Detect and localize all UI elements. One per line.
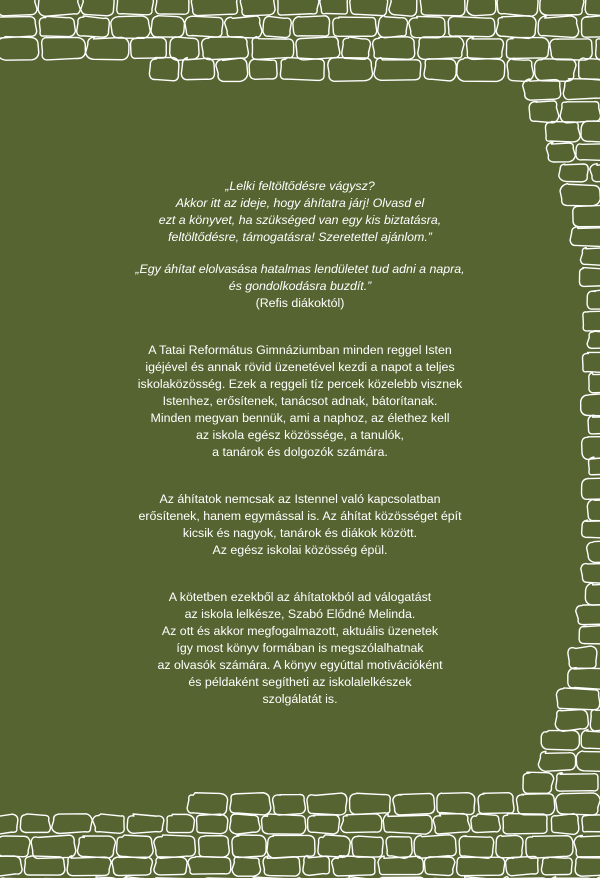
paragraph-line: A kötetben ezekből az áhítatokból ad válogatást (168, 590, 432, 604)
cobblestone (437, 793, 475, 815)
cobblestone (523, 79, 561, 100)
cobblestone (538, 751, 575, 771)
cobblestone (202, 37, 249, 60)
cobblestone (457, 857, 505, 876)
cobblestone (568, 668, 600, 690)
paragraph-line: Az áhítatok nemcsak az Istennel való kapcsolatban (159, 492, 441, 506)
cobblestone (131, 38, 167, 59)
cobblestone (31, 835, 76, 858)
paragraph-line: a tanárok és dolgozók számára. (212, 445, 388, 459)
cobblestone (0, 17, 37, 39)
cobblestone (587, 541, 600, 563)
cobblestone (352, 836, 384, 857)
paragraph-line: szolgálatát is. (262, 692, 338, 706)
cobblestone (320, 0, 348, 14)
cobblestone (590, 163, 600, 182)
cobblestone (550, 39, 592, 60)
cobblestone (575, 857, 600, 877)
cobblestone (341, 814, 382, 833)
cobblestone (154, 857, 187, 875)
cobblestone (588, 415, 600, 434)
cobblestone (560, 184, 600, 206)
cobblestone (350, 0, 388, 16)
paragraph-line: iskolaközösség. Ezek a reggeli tíz percek közelebb visznek (137, 377, 463, 391)
cobblestone (581, 121, 600, 142)
paragraph-line: Istenhez, erősítenek, tanácsot adnak, bátorítanak. (162, 394, 438, 408)
cobblestone (216, 58, 248, 81)
cobblestone (559, 164, 589, 182)
cobblestone (555, 710, 588, 732)
paragraph-line: A Tatai Református Gimnáziumban minden reggel Isten (148, 343, 452, 357)
cobblestone (0, 0, 37, 16)
cobblestone (116, 835, 153, 858)
cobblestone (582, 16, 600, 37)
cobblestone (526, 836, 573, 859)
cobblestone (230, 793, 271, 815)
cobblestone (386, 837, 412, 859)
cobblestone (579, 268, 600, 287)
paragraph-line: kicsik és nagyok, tanárok és diákok között. (182, 526, 418, 540)
cobblestone (503, 814, 547, 834)
cobblestone (378, 856, 423, 875)
cobblestone (457, 58, 505, 82)
cobblestone (308, 815, 340, 834)
cobblestone (560, 102, 600, 123)
cobblestone (187, 793, 228, 816)
cobblestone (574, 835, 600, 858)
cobblestone (263, 856, 300, 876)
cobblestone (579, 625, 600, 643)
cobblestone (393, 793, 435, 815)
cobblestone (471, 814, 501, 833)
cobblestone (273, 795, 306, 816)
cobblestone (535, 59, 577, 82)
cobblestone (112, 857, 153, 876)
cobblestone (93, 814, 125, 833)
cobblestone (556, 793, 600, 815)
cobblestone (506, 38, 549, 59)
cobblestone (538, 16, 579, 38)
cobblestone (420, 0, 465, 16)
paragraph-line: Az egész iskolai közösség épül. (212, 543, 388, 557)
paragraph-1 (100, 342, 500, 461)
cobblestone (448, 16, 495, 36)
paragraph-line: az iskola egész közössége, a tanulók, (195, 428, 404, 442)
paragraph-line: az iskola lelkésze, Szabó Elődné Melinda. (184, 607, 416, 621)
cobblestone (263, 16, 291, 37)
cobblestone (42, 37, 86, 60)
quote-1-line: feltöltődésre, támogatásra! Szeretettel ajánlom.” (168, 230, 432, 244)
paragraph-line: erősítenek, hanem egymással is. Az áhítat közösséget épít (138, 509, 462, 523)
cobblestone (81, 0, 114, 16)
cobblestone (117, 0, 154, 15)
cobblestone (496, 16, 536, 39)
cobblestone (67, 856, 111, 876)
cobblestone (583, 311, 600, 333)
paragraph-2 (100, 491, 500, 559)
cobblestone (581, 564, 600, 584)
cobblestone (576, 144, 600, 161)
cobblestone (77, 836, 115, 858)
cobblestone (252, 37, 294, 60)
cobblestone (523, 772, 554, 793)
quote-2 (100, 261, 500, 312)
cobblestone (232, 835, 266, 858)
cobblestone (374, 58, 421, 81)
cobblestone (581, 730, 600, 749)
cobblestone (459, 836, 494, 858)
cobblestone (541, 857, 572, 875)
cobblestone (191, 0, 237, 16)
cobblestone (563, 79, 600, 100)
cobblestone (506, 856, 539, 875)
cobblestone (497, 0, 538, 16)
cobblestone (267, 835, 315, 858)
cobblestone (568, 646, 597, 669)
cobblestone (573, 205, 600, 227)
paragraph-line: Minden megvan bennük, ami a naphoz, az élethez kell (150, 411, 450, 425)
paragraph-line: igéjével és annak rövid üzenetével kezdi a napot a teljes (145, 360, 455, 374)
cobblestone (303, 856, 330, 876)
cobblestone (199, 836, 230, 858)
cobblestone (318, 835, 350, 857)
cobblestone (529, 101, 559, 123)
cobblestone (478, 793, 514, 814)
cobblestone (424, 857, 454, 876)
cobblestone (181, 58, 214, 80)
cobblestone (582, 520, 600, 539)
cobblestone (167, 814, 195, 832)
cobblestone (20, 814, 50, 833)
cobblestone (570, 227, 600, 247)
quote-2-line: „Egy áhítat elolvasása hatalmas lendületet tud adni a napra, (135, 262, 465, 276)
quote-1-line: „Lelki feltöltődésre vágysz? (225, 179, 375, 193)
cobblestone (127, 814, 164, 833)
cobblestone (496, 835, 523, 857)
cobblestone (293, 16, 330, 36)
cobblestone (342, 37, 371, 59)
cobblestone (0, 814, 18, 834)
paragraph-line: és példaként segítheti az iskolalelkészek (188, 675, 412, 689)
cobblestone (240, 0, 275, 16)
cobblestone (225, 16, 262, 38)
cobblestone (545, 122, 580, 142)
paragraph-3 (100, 589, 500, 708)
quote-1-line: ezt a könyvet, ha szükséged van egy kis biztatásra, (158, 213, 442, 227)
cobblestone (582, 437, 600, 460)
cobblestone (86, 37, 129, 60)
cobblestone (587, 499, 600, 520)
cobblestone (154, 835, 196, 858)
cobblestone (332, 856, 375, 876)
cobblestone (39, 16, 75, 36)
quote-1 (100, 178, 500, 246)
cobblestone (579, 58, 600, 81)
cobblestone (296, 37, 340, 60)
cobblestone (587, 289, 600, 309)
cobblestone (576, 605, 600, 625)
cobblestone (185, 16, 223, 37)
cobblestone (111, 16, 151, 38)
cobblestone (197, 814, 228, 834)
back-cover-text (100, 178, 500, 723)
cobblestone (151, 16, 184, 37)
cobblestone (424, 59, 456, 81)
cobblestone (585, 583, 600, 605)
cobblestone (582, 814, 600, 832)
cobblestone (77, 16, 110, 37)
cobblestone (328, 58, 373, 82)
cobblestone (556, 773, 598, 791)
cobblestone (583, 352, 600, 372)
cobblestone (507, 58, 533, 81)
cobblestone (350, 793, 391, 814)
cobblestone (333, 17, 377, 36)
cobblestone (466, 37, 503, 59)
cobblestone (409, 16, 445, 37)
cobblestone (307, 793, 347, 815)
cobblestone (540, 0, 584, 15)
cobblestone (249, 59, 277, 79)
cobblestone (590, 710, 600, 731)
cobblestone (556, 688, 599, 710)
cobblestone (149, 58, 179, 81)
cobblestone (278, 0, 319, 15)
cobblestone (52, 814, 93, 834)
cobblestone (589, 373, 600, 393)
paragraph-line: az olvasók számára. A könyv egyúttal motivációként (157, 658, 443, 672)
cobblestone (580, 247, 600, 266)
cobblestone (188, 857, 231, 875)
cobblestone (262, 814, 306, 834)
cobblestone (232, 857, 261, 877)
cobblestone (582, 478, 600, 499)
cobblestone (467, 0, 496, 16)
cobblestone (280, 58, 324, 81)
cobblestone (378, 16, 408, 38)
cobblestone (581, 394, 600, 417)
quote-attribution: (Refis diákoktól) (255, 296, 345, 310)
cobblestone (0, 836, 30, 857)
cobblestone (230, 814, 260, 834)
cobblestone (585, 0, 600, 16)
cobblestone (576, 751, 600, 771)
cobblestone (389, 0, 417, 16)
cobblestone (516, 794, 554, 815)
cobblestone (155, 0, 189, 14)
quote-2-line: és gondolkodásra buzdít.” (228, 279, 372, 293)
paragraph-line: Az ott és akkor megfogalmazott, aktuális üzenetek (161, 624, 439, 638)
cobblestone (38, 0, 80, 16)
cobblestone (546, 142, 575, 162)
paragraph-line: így most könyv formában is megszólalhatnak (176, 641, 424, 655)
cobblestone (0, 856, 22, 877)
cobblestone (418, 37, 464, 60)
cobblestone (383, 814, 432, 834)
cobblestone (373, 37, 415, 59)
quote-1-line: Akkor itt az ideje, hogy áhítatra járj! Olvasd el (175, 196, 425, 210)
cobblestone (551, 814, 578, 835)
cobblestone (541, 731, 579, 751)
cobblestone (587, 331, 600, 349)
cobblestone (414, 835, 456, 859)
cobblestone (433, 814, 470, 834)
cobblestone (596, 37, 600, 60)
cobblestone (0, 37, 39, 61)
cobblestone (170, 37, 199, 60)
